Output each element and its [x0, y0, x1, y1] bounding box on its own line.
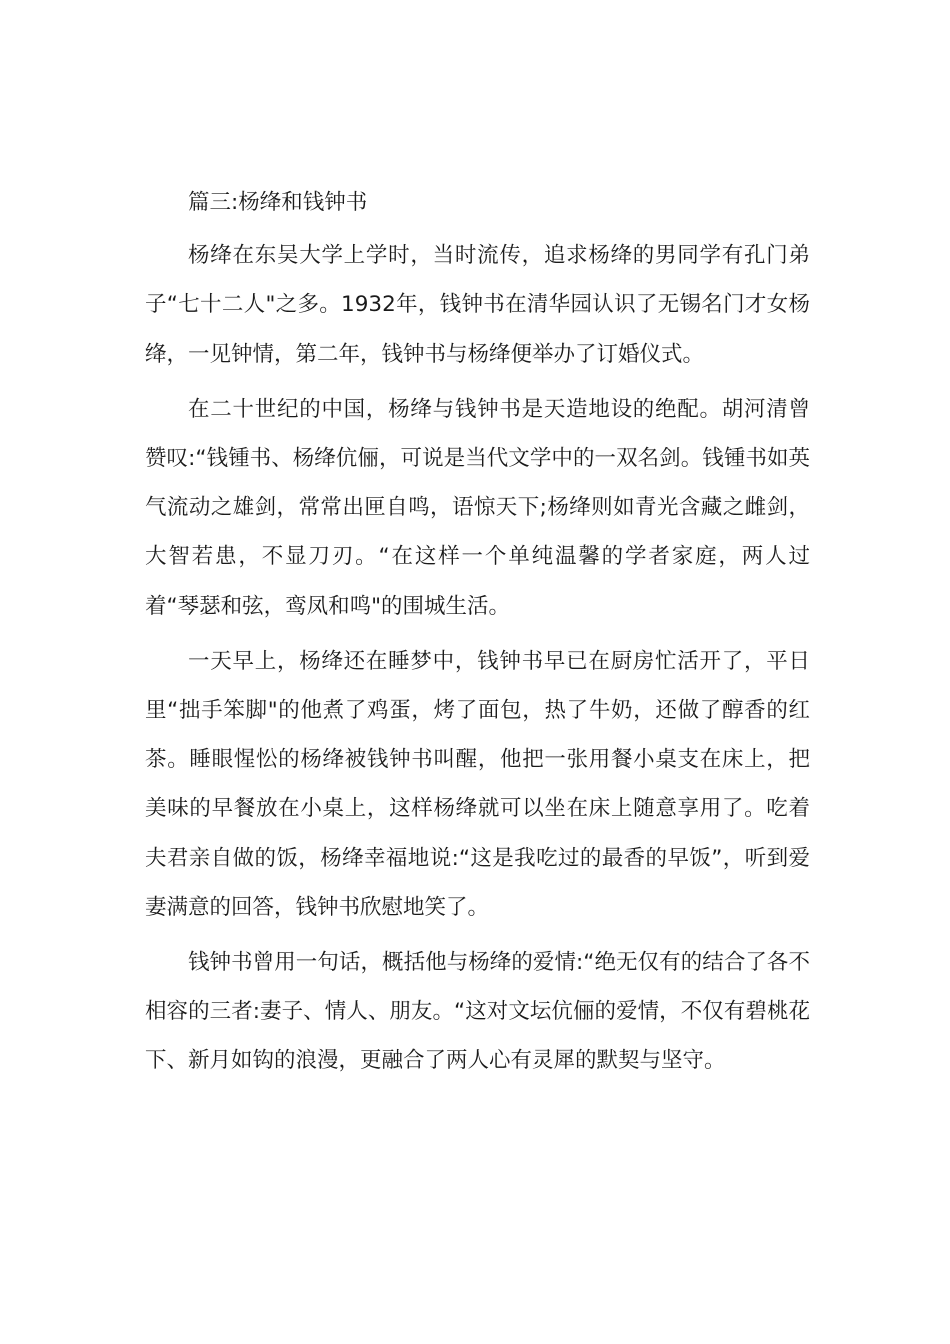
paragraph-1: 杨绛在东吴大学上学时，当时流传，追求杨绛的男同学有孔门弟子“七十二人"之多。1932年，钱钟书在清华园认识了无锡名门才女杨绛，一见钟情，第二年，钱钟书与杨绛便举办了订婚仪式。	[145, 243, 810, 367]
document-body	[145, 178, 810, 1086]
paragraph-2: 在二十世纪的中国，杨绛与钱钟书是天造地设的绝配。胡河清曾赞叹:“钱锺书、杨绛伉俪，可说是当代文学中的一双名剑。钱锺书如英气流动之雄剑，常常出匣自鸣，语惊天下;杨绛则如青光含藏之雌剑，大智若患，不显刀刃。“在这样一个单纯温馨的学者家庭，两人过着“琴瑟和弦，鸾凤和鸣"的围城生活。	[145, 396, 810, 619]
paragraph-4: 钱钟书曾用一句话，概括他与杨绛的爱情:“绝无仅有的结合了各不相容的三者:妻子、情人、朋友。“这对文坛伉俪的爱情，不仅有碧桃花下、新月如钩的浪漫，更融合了两人心有灵犀的默契与坚守。	[145, 950, 810, 1074]
paragraph-3: 一天早上，杨绛还在睡梦中，钱钟书早已在厨房忙活开了，平日里“拙手笨脚"的他煮了鸡蛋，烤了面包，热了牛奶，还做了醇香的红茶。睡眼惺忪的杨绛被钱钟书叫醒，他把一张用餐小桌支在床上，把美味的早餐放在小桌上，这样杨绛就可以坐在床上随意享用了。吃着夫君亲自做的饭，杨绛幸福地说:“这是我吃过的最香的早饭”，听到爱妻满意的回答，钱钟书欣慰地笑了。	[145, 648, 810, 920]
document-title: 篇三:杨绛和钱钟书	[188, 190, 368, 215]
